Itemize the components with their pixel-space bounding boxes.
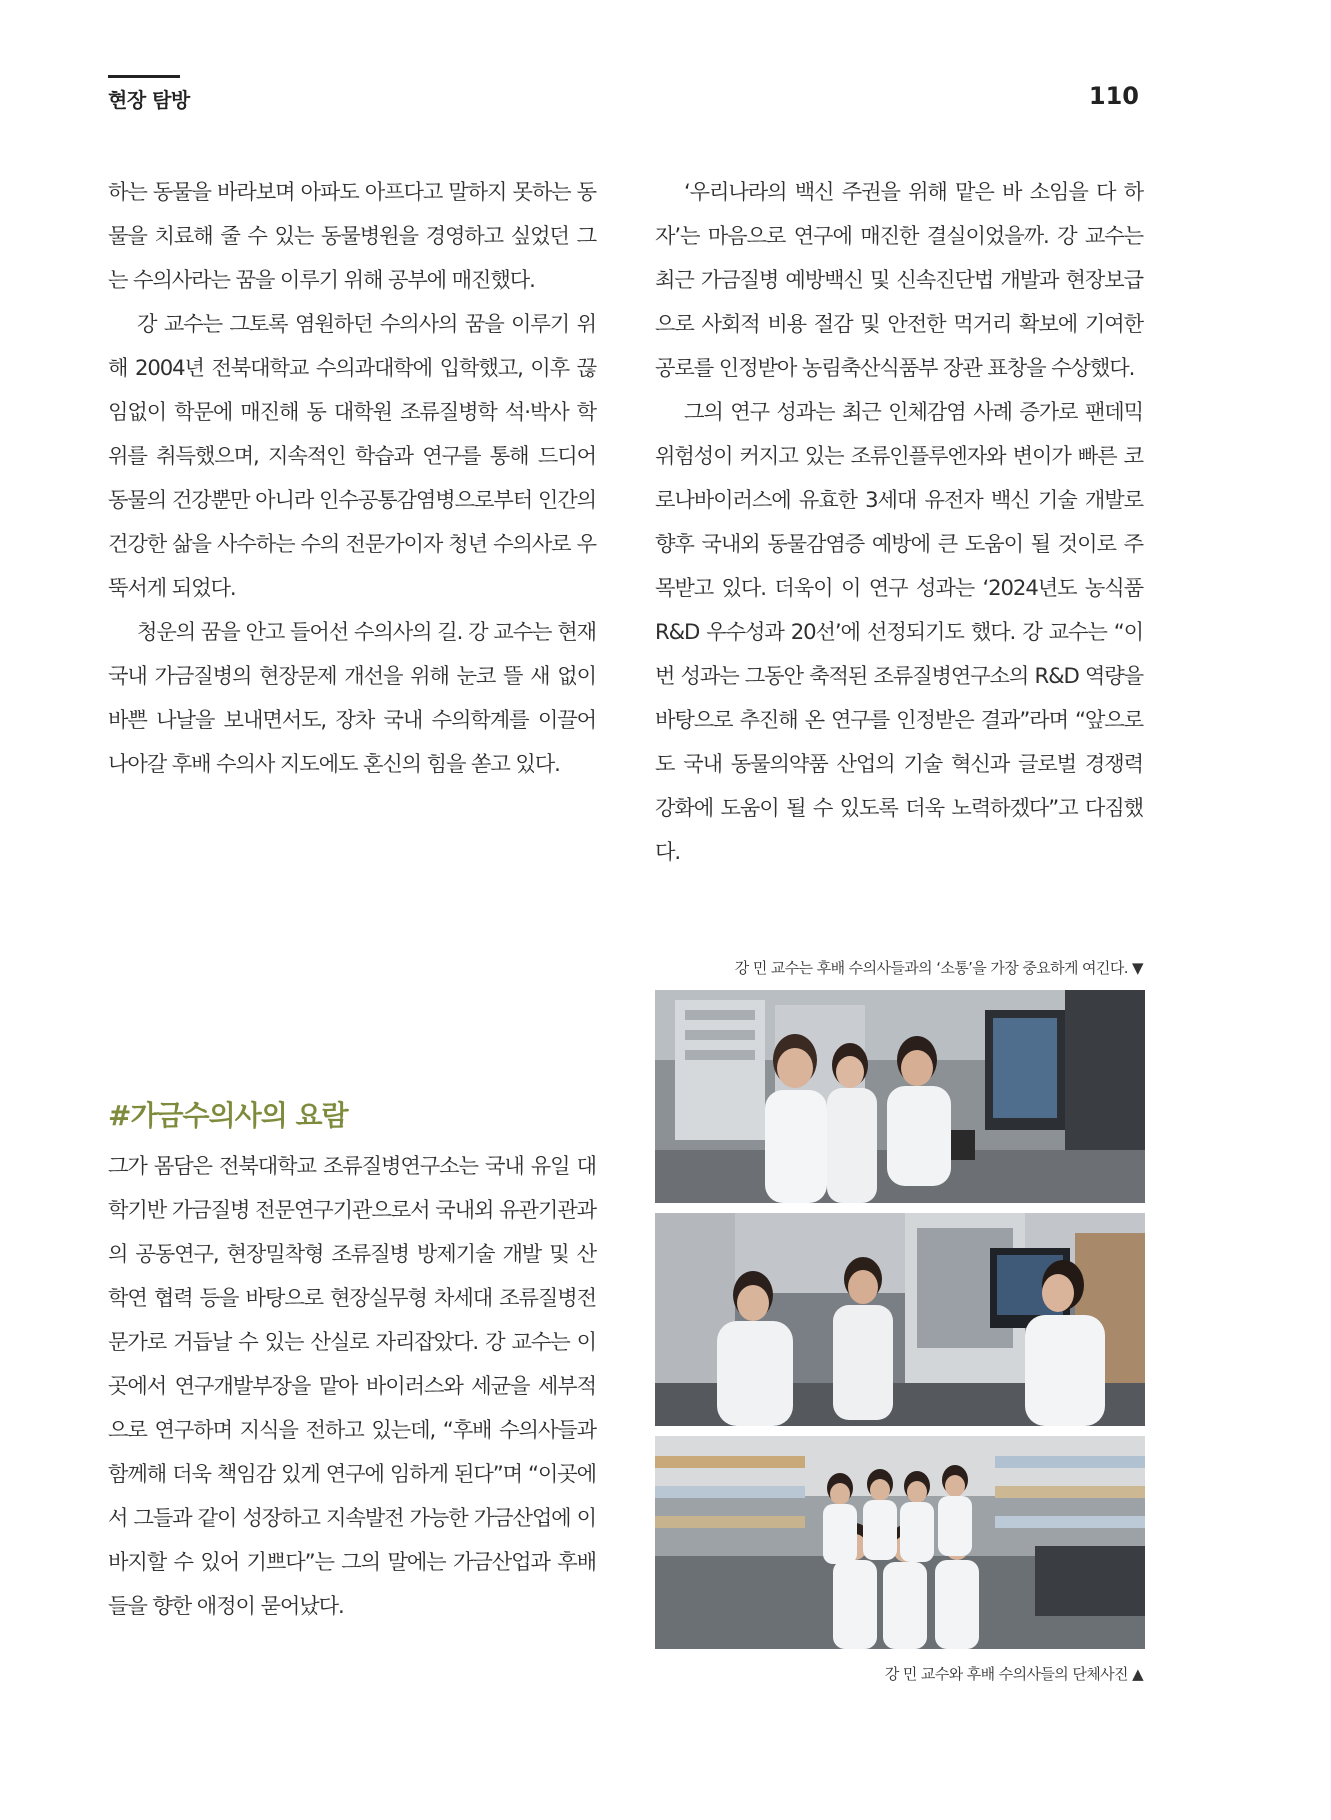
lab-photo-2 [655,1213,1145,1426]
paragraph: 그의 연구 성과는 최근 인체감염 사례 증가로 팬데믹 위험성이 커지고 있는 조류인플루엔자와 변이가 빠른 코로나바이러스에 유효한 3세대 유전자 백신 기술 개발로 향후 국내외 동물감염증 예방에 큰 도움이 될 것이로 주목받고 있다. 더욱이 이 연구 성과는 ‘2024년도 농식품 R&D 우수성과 20선’에 선정되기도 했다. 강 교수는 “이번 성과는 그동안 축적된 조류질병연구소의 R&D 역량을 바탕으로 추진해 온 연구를 인정받은 결과”라며 “앞으로도 국내 동물의약품 산업의 기술 혁신과 글로벌 경쟁력 강화에 도움이 될 수 있도록 더욱 노력하겠다”고 다짐했다. [655,399,1143,864]
left-column-bottom [108,1144,596,1628]
header-rule [108,75,180,78]
right-column-top [655,170,1143,874]
paragraph: 청운의 꿈을 안고 들어선 수의사의 길. 강 교수는 현재 국내 가금질병의 현장문제 개선을 위해 눈코 뜰 새 없이 바쁜 나날을 보내면서도, 장차 국내 수의학계를 이끌어 나아갈 후배 수의사 지도에도 혼신의 힘을 쏟고 있다. [108,619,596,776]
section-label: 현장 탐방 [108,88,190,112]
paragraph: 강 교수는 그토록 염원하던 수의사의 꿈을 이루기 위해 2004년 전북대학교 수의과대학에 입학했고, 이후 끊임없이 학문에 매진해 동 대학원 조류질병학 석·박사 학위를 취득했으며, 지속적인 학습과 연구를 통해 드디어 동물의 건강뿐만 아니라 인수공통감염병으로부터 인간의 건강한 삶을 사수하는 수의 전문가이자 청년 수의사로 우뚝서게 되었다. [108,311,596,600]
photo-caption-top: 강 민 교수는 후배 수의사들과의 ‘소통’을 가장 중요하게 여긴다. ▼ [734,959,1143,977]
paragraph: ‘우리나라의 백신 주권을 위해 맡은 바 소임을 다 하자’는 마음으로 연구에 매진한 결실이었을까. 강 교수는 최근 가금질병 예방백신 및 신속진단법 개발과 현장보급으로 사회적 비용 절감 및 안전한 먹거리 확보에 기여한 공로를 인정받아 농림축산식품부 장관 표창을 수상했다. [655,179,1143,380]
group-photo-image [655,1436,1145,1649]
page-number: 110 [1088,82,1139,110]
section-heading: #가금수의사의 요람 [108,1099,348,1132]
photo-caption-bottom: 강 민 교수와 후배 수의사들의 단체사진 ▲ [884,1665,1143,1683]
lab-photo-1 [655,990,1145,1203]
paragraph: 그가 몸담은 전북대학교 조류질병연구소는 국내 유일 대학기반 가금질병 전문연구기관으로서 국내외 유관기관과의 공동연구, 현장밀착형 조류질병 방제기술 개발 및 산학연 협력 등을 바탕으로 현장실무형 차세대 조류질병전문가로 거듭날 수 있는 산실로 자리잡았다. 강 교수는 이곳에서 연구개발부장을 맡아 바이러스와 세균을 세부적으로 연구하며 지식을 전하고 있는데, “후배 수의사들과 함께해 더욱 책임감 있게 연구에 임하게 된다”며 “이곳에서 그들과 같이 성장하고 지속발전 가능한 가금산업에 이바지할 수 있어 기쁘다”는 그의 말에는 가금산업과 후배들을 향한 애정이 묻어났다. [108,1153,596,1618]
group-photo [655,1436,1145,1649]
lab-photo-1-image [655,990,1145,1203]
lab-photo-2-image [655,1213,1145,1426]
paragraph: 하는 동물을 바라보며 아파도 아프다고 말하지 못하는 동물을 치료해 줄 수 있는 동물병원을 경영하고 싶었던 그는 수의사라는 꿈을 이루기 위해 공부에 매진했다. [108,179,596,292]
left-column-top [108,170,596,786]
